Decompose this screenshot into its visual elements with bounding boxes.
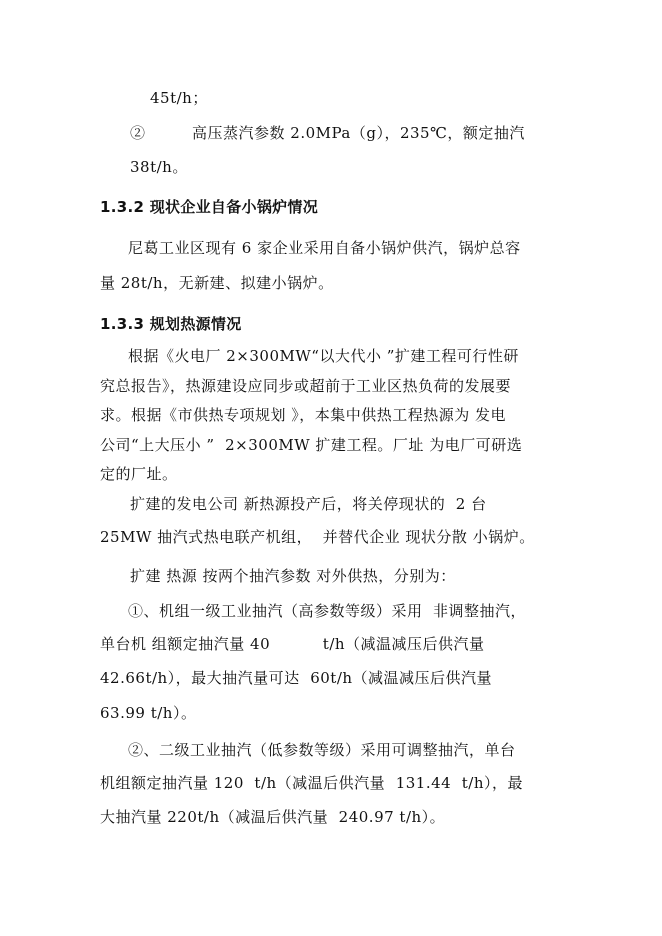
text-line: ①、机组一级工业抽汽（高参数等级）采用 非调整抽汽， (128, 602, 527, 620)
text-line: 25MW 抽汽式热电联产机组， 并替代企业 现状分散 小锅炉。 (100, 528, 535, 546)
text-line: 尼葛工业区现有 6 家企业采用自备小锅炉供汽，锅炉总容 (128, 239, 521, 257)
text-line: 公司“上大压小 ” 2×300MW 扩建工程。厂址 为电厂可研选 (100, 436, 523, 454)
text-line: 42.66t/h），最大抽汽量可达 60t/h（减温减压后供汽量 (100, 669, 493, 687)
text-line: 45t/h； (150, 89, 208, 107)
text-line: 根据《火电厂 2×300MW“以大代小 ”扩建工程可行性研 (128, 347, 519, 365)
text-line: 单台机 组额定抽汽量 40 t/h（减温减压后供汽量 (100, 635, 485, 653)
text-line: 大抽汽量 220t/h（减温后供汽量 240.97 t/h）。 (100, 808, 446, 826)
text-line: ② 高压蒸汽参数 2.0MPa（g），235℃，额定抽汽 (130, 124, 525, 142)
section-heading: 1.3.2 现状企业自备小锅炉情况 (100, 198, 319, 216)
text-line: 扩建的发电公司 新热源投产后，将关停现状的 2 台 (130, 495, 487, 513)
text-line: 38t/h。 (130, 158, 188, 176)
text-line: 究总报告》，热源建设应同步或超前于工业区热负荷的发展要 (100, 377, 512, 395)
text-line: 定的厂址。 (100, 465, 178, 483)
text-line: 63.99 t/h）。 (100, 704, 197, 722)
text-line: ②、二级工业抽汽（低参数等级）采用可调整抽汽，单台 (128, 741, 516, 759)
text-line: 求。根据《市供热专项规划 》，本集中供热工程热源为 发电 (100, 406, 507, 424)
text-line: 量 28t/h，无新建、拟建小锅炉。 (100, 274, 334, 292)
text-line: 机组额定抽汽量 120 t/h（减温后供汽量 131.44 t/h），最 (100, 774, 523, 792)
section-heading: 1.3.3 规划热源情况 (100, 315, 242, 333)
text-line: 扩建 热源 按两个抽汽参数 对外供热，分别为： (130, 567, 456, 585)
